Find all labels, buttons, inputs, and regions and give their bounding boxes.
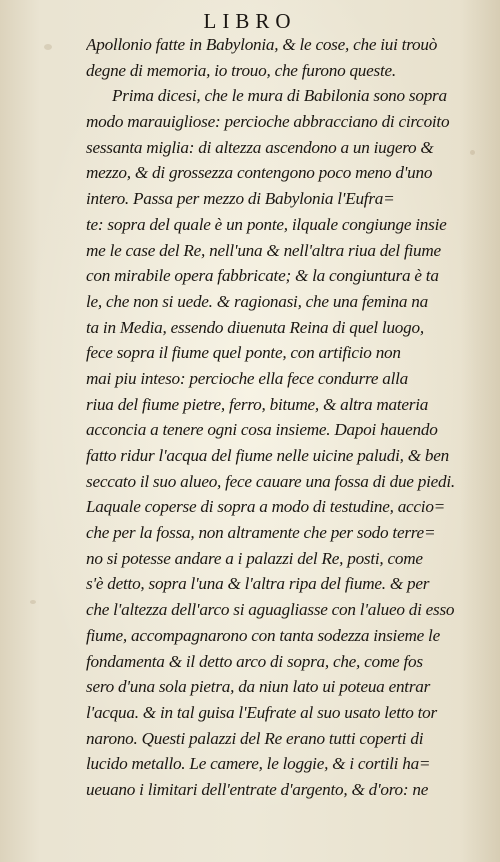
text-line: riua del fiume pietre, ferro, bitume, & altra materia (86, 394, 429, 414)
body-text (86, 32, 492, 803)
running-head: LIBRO (203, 9, 297, 33)
text-line: le, che non si uede. & ragionasi, che una femina na (86, 291, 428, 311)
text-line: l'acqua. & in tal guisa l'Eufrate al suo usato letto tor (86, 702, 437, 722)
text-line: te: sopra del quale è un ponte, ilquale congiunge insie (86, 214, 447, 234)
paper-stain (30, 600, 36, 604)
text-line: acconcia a tenere ogni cosa insieme. Dapoi hauendo (86, 420, 438, 440)
text-line: con mirabile opera fabbricate; & la congiuntura è ta (86, 266, 439, 286)
text-line: narono. Questi palazzi del Re erano tutti coperti di (86, 728, 424, 748)
text-line: Laquale coperse di sopra a modo di testudine, accio= (86, 497, 446, 517)
text-line: mai piu inteso: percioche ella fece condurre alla (86, 368, 409, 388)
text-line: fiume, accompagnarono con tanta sodezza insieme le (86, 625, 440, 645)
text-line: fondamenta & il detto arco di sopra, che, come fos (86, 651, 423, 671)
text-line: fece sopra il fiume quel ponte, con artificio non (86, 343, 401, 363)
text-line: intero. Passa per mezzo di Babylonia l'Eufra= (86, 189, 395, 209)
text-line: che l'altezza dell'arco si aguagliasse con l'alueo di esso (86, 600, 455, 620)
text-line: Prima dicesi, che le mura di Babilonia sono sopra (112, 86, 447, 106)
text-line: fatto ridur l'acqua del fiume nelle uicine paludi, & ben (86, 446, 449, 465)
text-line: ueuano i limitari dell'entrate d'argento, & d'oro: ne (86, 779, 429, 799)
text-line: ta in Media, essendo diuenuta Reina di quel luogo, (86, 317, 424, 337)
text-line: modo marauigliose: percioche abbracciano di circoito (86, 112, 450, 132)
text-line: seccato il suo alueo, fece cauare una fossa di due piedi. (86, 471, 455, 491)
text-line: sero d'una sola pietra, da niun lato ui poteua entrar (86, 677, 431, 697)
text-line: me le case del Re, nell'una & nell'altra riua del fiume (86, 240, 441, 260)
text-line: lucido metallo. Le camere, le loggie, & i cortili ha= (86, 754, 431, 774)
text-line: s'è detto, sopra l'una & l'altra ripa del fiume. & per (86, 574, 430, 594)
text-line: sessanta miglia: di altezza ascendono a un iugero & (86, 137, 434, 157)
paper-stain (44, 44, 52, 50)
text-line: Apollonio fatte in Babylonia, & le cose, che iui trouò (86, 35, 438, 54)
text-line: degne di memoria, io trouo, che furono queste. (86, 60, 396, 80)
text-line: no si potesse andare a i palazzi del Re, posti, come (86, 548, 423, 568)
text-line: mezzo, & di grossezza contengono poco meno d'uno (86, 163, 433, 183)
text-line: che per la fossa, non altramente che per sodo terre= (86, 523, 436, 543)
